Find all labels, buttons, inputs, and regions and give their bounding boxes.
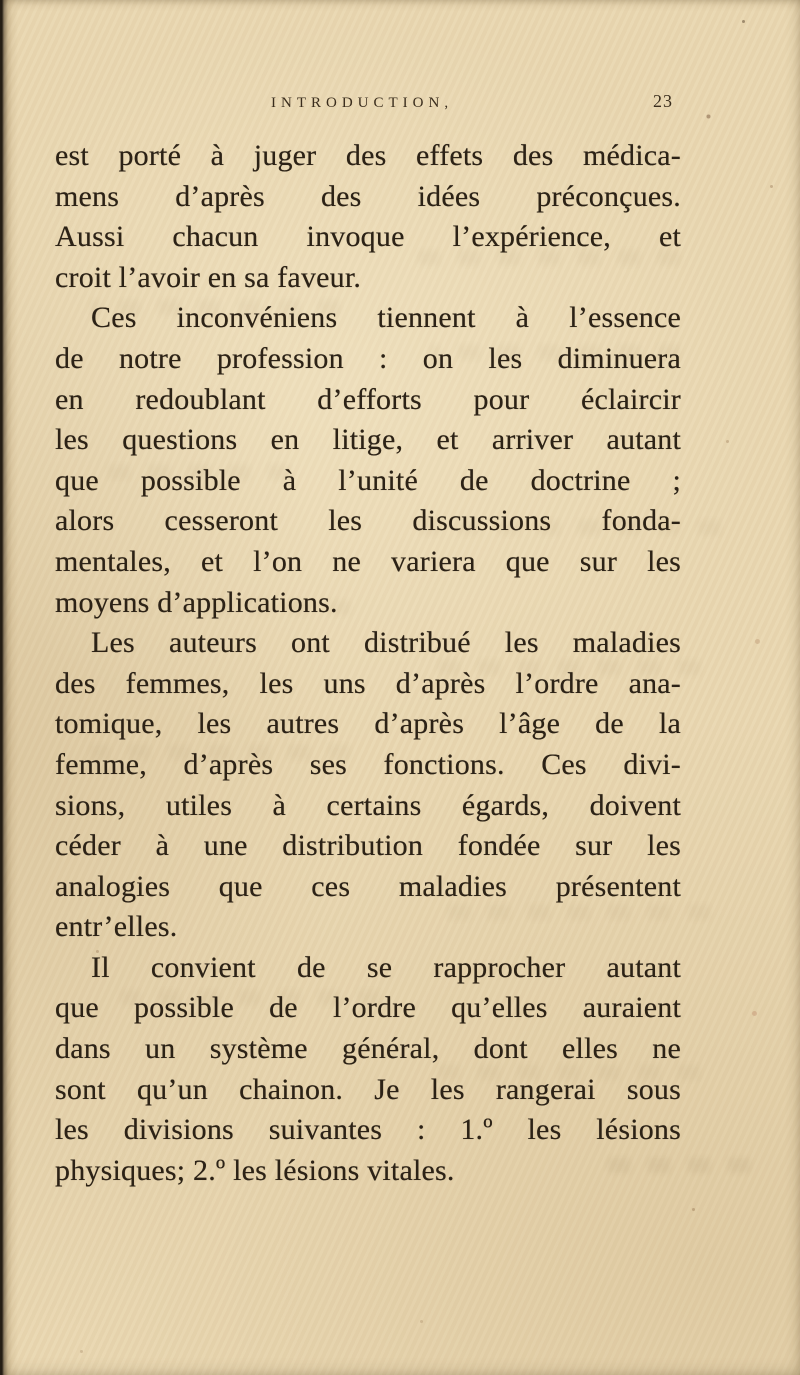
text-line: alors cesseront les discussions fonda- — [55, 504, 681, 538]
text-line: que possible à l’unité de doctrine ; — [55, 463, 681, 497]
text-line: sont qu’un chainon. Je les rangerai sous — [55, 1072, 681, 1106]
text-line: Les auteurs ont distribué les maladies — [91, 626, 681, 660]
text-line: entr’elles. — [55, 910, 178, 944]
text-line: Aussi chacun invoque l’expérience, et — [55, 220, 681, 254]
text-line: les questions en litige, et arriver autant — [55, 423, 681, 457]
text-line: dans un système général, dont elles ne — [55, 1032, 681, 1066]
text-line: les divisions suivantes : 1.º les lésions — [55, 1113, 681, 1147]
text-line: croit l’avoir en sa faveur. — [55, 260, 362, 294]
page-number: 23 — [653, 91, 673, 111]
text-line: mentales, et l’on ne variera que sur les — [55, 544, 681, 578]
body-text — [55, 136, 681, 1191]
running-title: INTRODUCTION, — [270, 95, 454, 111]
text-line: analogies que ces maladies présentent — [55, 869, 681, 903]
text-line: des femmes, les uns d’après l’ordre ana- — [55, 666, 681, 700]
text-line: que possible de l’ordre qu’elles auraient — [55, 991, 681, 1025]
text-line: moyens d’applications. — [55, 585, 338, 619]
text-line: est porté à juger des effets des médica- — [55, 139, 681, 172]
text-line: de notre profession : on les diminuera — [55, 341, 681, 375]
text-line: sions, utiles à certains égards, doivent — [55, 788, 681, 822]
text-line: en redoublant d’efforts pour éclaircir — [55, 382, 681, 416]
text-line: physiques; 2.º les lésions vitales. — [55, 1153, 455, 1187]
text-line: femme, d’après ses fonctions. Ces divi- — [55, 747, 681, 781]
text-line: céder à une distribution fondée sur les — [55, 829, 681, 863]
paper-specks — [0, 0, 3, 3]
text-line: mens d’après des idées préconçues. — [55, 179, 681, 213]
page-left-edge-shadow — [0, 0, 18, 1375]
text-line: Ces inconvéniens tiennent à l’essence — [91, 301, 681, 335]
text-line: tomique, les autres d’après l’âge de la — [55, 707, 681, 741]
running-header — [55, 91, 680, 117]
text-line: Il convient de se rapprocher autant — [91, 950, 681, 984]
